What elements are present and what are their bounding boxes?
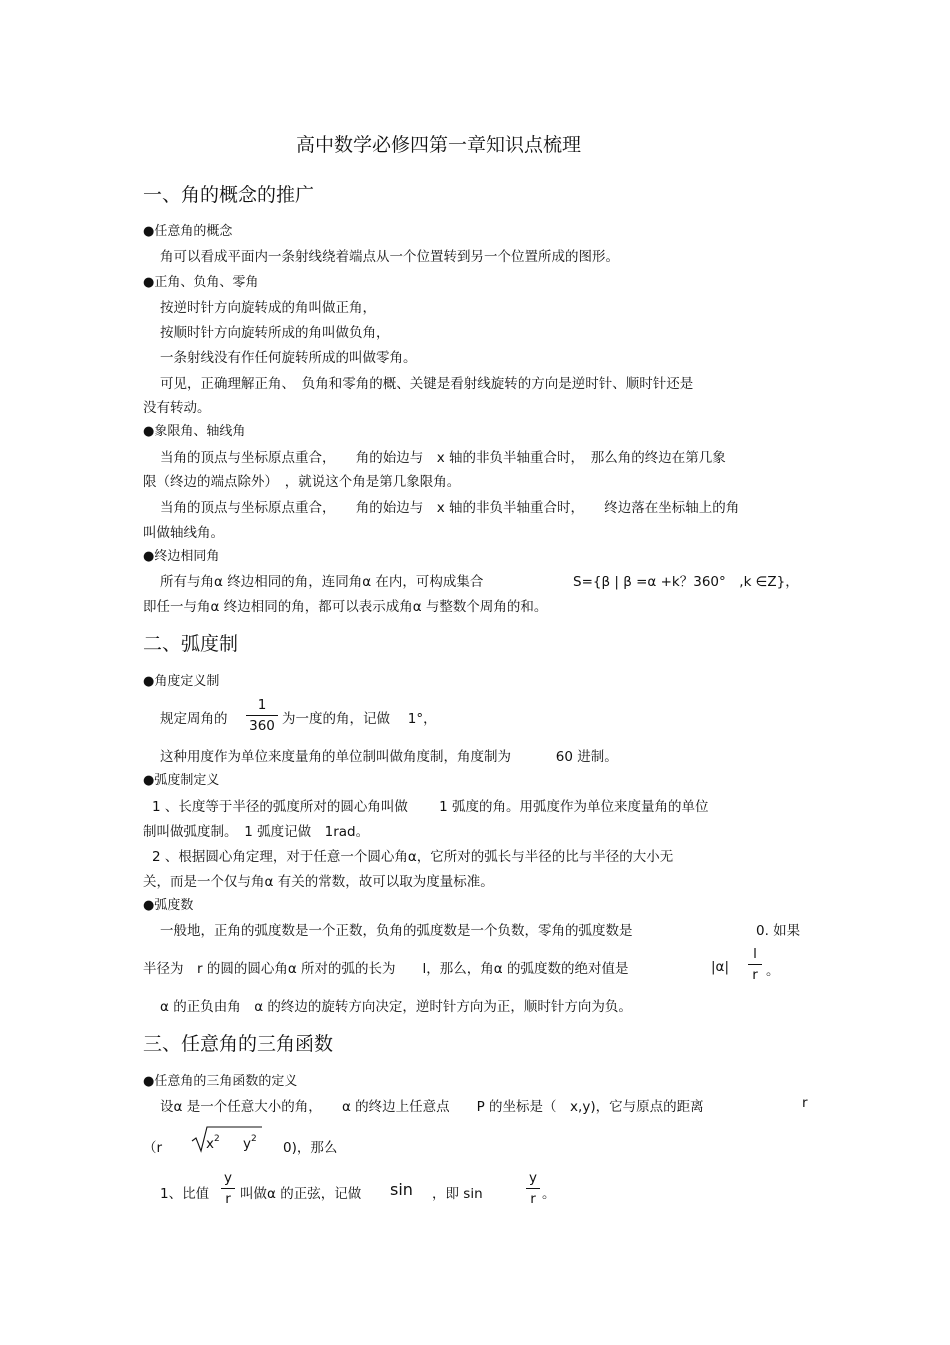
body-text: 规定周角的 (160, 711, 228, 727)
body-text: 。 (766, 963, 780, 979)
bullet-heading: ●角度定义制 (143, 674, 220, 689)
section-heading-1: 一、角的概念的推广 (143, 184, 315, 206)
fraction-1-over-360 (246, 696, 278, 735)
body-text: 。 (542, 1186, 556, 1202)
math-var-y (243, 1136, 257, 1152)
body-text: （r (143, 1140, 163, 1156)
body-text: 关，而是一个仅与角α 有关的常数，故可以取为度量标准。 (143, 874, 494, 890)
math-var-x (206, 1136, 220, 1152)
body-text: 按顺时针方向旋转所成的角叫做负角， (160, 325, 390, 341)
exponent: 2 (251, 1134, 257, 1144)
body-text: 1、比值 (160, 1186, 210, 1202)
fraction-bar (246, 715, 278, 716)
fraction-bar (748, 964, 762, 965)
body-text: 为一度的角，记做 1°， (282, 711, 437, 727)
fraction-y-over-r (526, 1169, 540, 1208)
section-heading-3: 三、任意角的三角函数 (143, 1033, 334, 1055)
body-text: 所有与角α 终边相同的角，连同角α 在内，可构成集合 (160, 574, 484, 590)
body-text: 即任一与角α 终边相同的角，都可以表示成角α 与整数个周角的和。 (143, 599, 548, 615)
body-text: 0)，那么 (283, 1140, 338, 1156)
body-text: 可见，正确理解正角、 负角和零角的概、关键是看射线旋转的方向是逆时针、顺时针还是 (160, 376, 694, 392)
fraction-numerator: y (529, 1170, 537, 1186)
exponent: 2 (214, 1134, 220, 1144)
body-text: 角可以看成平面内一条射线绕着端点从一个位置转到另一个位置所成的图形。 (160, 249, 619, 265)
fraction-numerator: y (224, 1170, 232, 1186)
body-text: r (802, 1095, 808, 1111)
fraction-numerator: l (753, 946, 757, 962)
bullet-heading: ●象限角、轴线角 (143, 424, 246, 439)
body-text: 没有转动。 (143, 400, 211, 416)
body-text: 制叫做弧度制。 1 弧度记做 1rad。 (143, 824, 370, 840)
fraction-bar (526, 1188, 540, 1189)
fraction-numerator: 1 (257, 697, 267, 713)
body-text: α 的正负由角 α 的终边的旋转方向决定，逆时针方向为正，顺时针方向为负。 (160, 999, 632, 1015)
fraction-bar (221, 1188, 235, 1189)
var-y: y (243, 1136, 251, 1152)
fraction-y-over-r (221, 1169, 235, 1208)
bullet-heading: ●弧度制定义 (143, 773, 220, 788)
body-text: 当角的顶点与坐标原点重合， 角的始边与 x 轴的非负半轴重合时， 终边落在坐标轴上的角 (160, 500, 740, 516)
fraction-denominator: r (752, 967, 758, 983)
body-text: ，即 sin (432, 1186, 483, 1202)
abs-alpha: |α| (711, 959, 729, 975)
body-text: 0. 如果 (756, 923, 801, 939)
body-text: 一条射线没有作任何旋转所成的叫做零角。 (160, 350, 417, 366)
body-text: 叫做轴线角。 (143, 525, 224, 541)
body-text: 2 、根据圆心角定理，对于任意一个圆心角α，它所对的弧长与半径的比与半径的大小无 (152, 849, 674, 865)
bullet-heading: ●正角、负角、零角 (143, 275, 259, 290)
page-title: 高中数学必修四第一章知识点梳理 (296, 134, 582, 156)
body-text: 1 、长度等于半径的弧度所对的圆心角叫做 1 弧度的角。用弧度作为单位来度量角的单位 (152, 799, 709, 815)
body-text: 叫做α 的正弦，记做 (240, 1186, 362, 1202)
body-text: 半径为 r 的圆的圆心角α 所对的弧的长为 l，那么，角α 的弧度数的绝对值是 (143, 961, 629, 977)
body-text: 这种用度作为单位来度量角的单位制叫做角度制，角度制为 60 进制。 (160, 749, 618, 765)
fraction-denominator: r (530, 1191, 536, 1207)
fraction-l-over-r (748, 945, 762, 984)
bullet-heading: ●弧度数 (143, 898, 194, 913)
bullet-heading: ●任意角的三角函数的定义 (143, 1074, 298, 1089)
section-heading-2: 二、弧度制 (143, 633, 239, 655)
bullet-heading: ●任意角的概念 (143, 224, 233, 239)
body-text: 按逆时针方向旋转成的角叫做正角， (160, 300, 376, 316)
var-x: x (206, 1136, 214, 1152)
body-text: 当角的顶点与坐标原点重合， 角的始边与 x 轴的非负半轴重合时， 那么角的终边在第几象 (160, 450, 726, 466)
bullet-heading: ●终边相同角 (143, 549, 220, 564)
fraction-denominator: r (225, 1191, 231, 1207)
body-text: 限（终边的端点除外） ，就说这个角是第几象限角。 (143, 474, 461, 490)
body-text: 一般地，正角的弧度数是一个正数，负角的弧度数是一个负数，零角的弧度数是 (160, 923, 633, 939)
set-formula: S={β | β =α +k？360° ,k ∈Z}， (573, 574, 799, 590)
fraction-denominator: 360 (249, 718, 275, 734)
body-text: 设α 是一个任意大小的角， α 的终边上任意点 P 的坐标是（ x,y)，它与原点的距离 (160, 1099, 704, 1115)
sin-label: sin (390, 1180, 413, 1199)
